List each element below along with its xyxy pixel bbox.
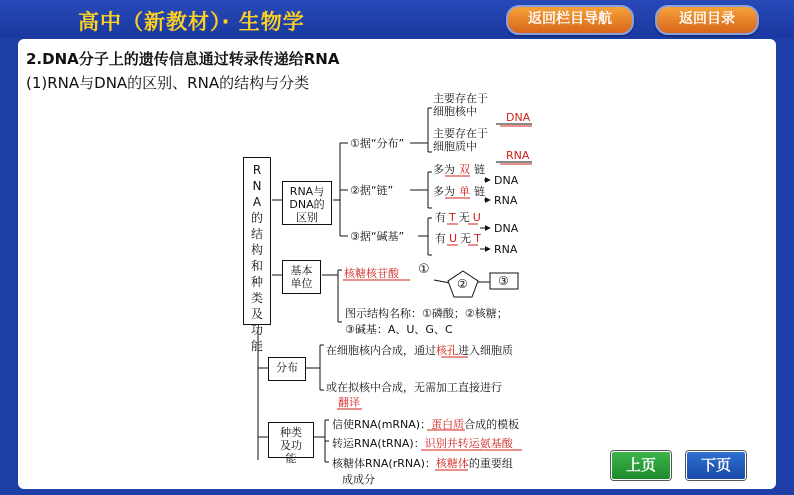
distribution-answer1: 核孔	[436, 344, 458, 357]
unit-part-base: ③	[498, 274, 509, 288]
types-label: 种类及功能	[280, 426, 302, 465]
type-mrna: 信使RNA(mRNA)：蛋白质合成的模板	[332, 418, 520, 431]
chain-b: 多为 单 链	[433, 185, 485, 198]
criterion-base: ③据“碱基”	[350, 230, 405, 243]
base-b-answer1: U	[449, 232, 458, 245]
type-trna: 转运RNA(tRNA)：识别并转运氨基酸	[332, 437, 513, 450]
base-a-answer1: T	[449, 211, 456, 224]
section-heading: 2.DNA分子上的遗传信息通过转录传递给RNA	[26, 50, 340, 68]
base-a: 有 T 无 U	[435, 211, 484, 224]
chain-b-result: RNA	[494, 194, 518, 207]
unit-desc-line1: 图示结构名称：①磷酸；②核糖；	[345, 307, 508, 320]
unit-label: 基本单位	[290, 264, 313, 290]
distribution-box	[268, 357, 306, 381]
type-trna-answer: 识别并转运氨基酸	[424, 437, 513, 450]
distribution-answer2: 翻译	[338, 396, 360, 409]
diff-box	[282, 181, 332, 225]
criterion-distribution: ①据“分布”	[350, 137, 405, 150]
type-mrna-answer: 蛋白质	[431, 418, 465, 431]
course-title: 高中（新教材）· 生物学	[78, 10, 305, 34]
root-box	[243, 157, 271, 353]
dist-a-answer: DNA	[506, 111, 531, 124]
unit-part-ribose: ②	[457, 277, 468, 291]
types-box	[268, 422, 314, 465]
prev-page-button[interactable]: 上页	[611, 451, 671, 480]
dist-a-text: 主要存在于细胞核中	[433, 92, 488, 118]
section-subheading: (1)RNA与DNA的区别、RNA的结构与分类	[26, 74, 310, 92]
root-label: RNA的结构和种类及功能	[250, 163, 263, 353]
chain-a: 多为 双 链	[433, 163, 485, 176]
unit-part-phosphate: ①	[418, 262, 430, 277]
unit-answer: 核糖核苷酸	[344, 267, 399, 280]
unit-desc-line2: ③碱基：A、U、G、C	[345, 323, 453, 336]
diff-label: RNA与DNA的区别	[289, 185, 325, 224]
base-a-result: DNA	[494, 222, 519, 235]
distribution-line2: 或在拟核中合成，无需加工直接进行	[326, 381, 502, 394]
next-page-button[interactable]: 下页	[686, 451, 746, 480]
base-b: 有 U 无 T	[435, 232, 484, 245]
chain-a-answer: 双	[459, 163, 470, 176]
back-to-toc-button[interactable]: 返回目录	[655, 5, 759, 35]
distribution-line1: 在细胞核内合成，通过核孔进入细胞质	[326, 344, 513, 357]
criterion-chain: ②据“链”	[350, 184, 394, 197]
type-rrna: 核糖体RNA(rRNA)：核糖体的重要组	[332, 457, 513, 470]
base-a-answer2: U	[472, 211, 481, 224]
dist-b-text: 主要存在于细胞质中	[433, 127, 488, 153]
base-b-answer2: T	[474, 232, 481, 245]
back-to-nav-button[interactable]: 返回栏目导航	[506, 5, 634, 35]
type-rrna-answer: 核糖体	[435, 457, 469, 470]
chain-a-result: DNA	[494, 174, 519, 187]
unit-box	[282, 260, 321, 294]
chain-b-answer: 单	[459, 185, 470, 198]
distribution-label: 分布	[276, 361, 298, 374]
type-rrna-cont: 成成分	[342, 473, 375, 486]
base-b-result: RNA	[494, 243, 518, 256]
dist-b-answer: RNA	[506, 149, 530, 162]
